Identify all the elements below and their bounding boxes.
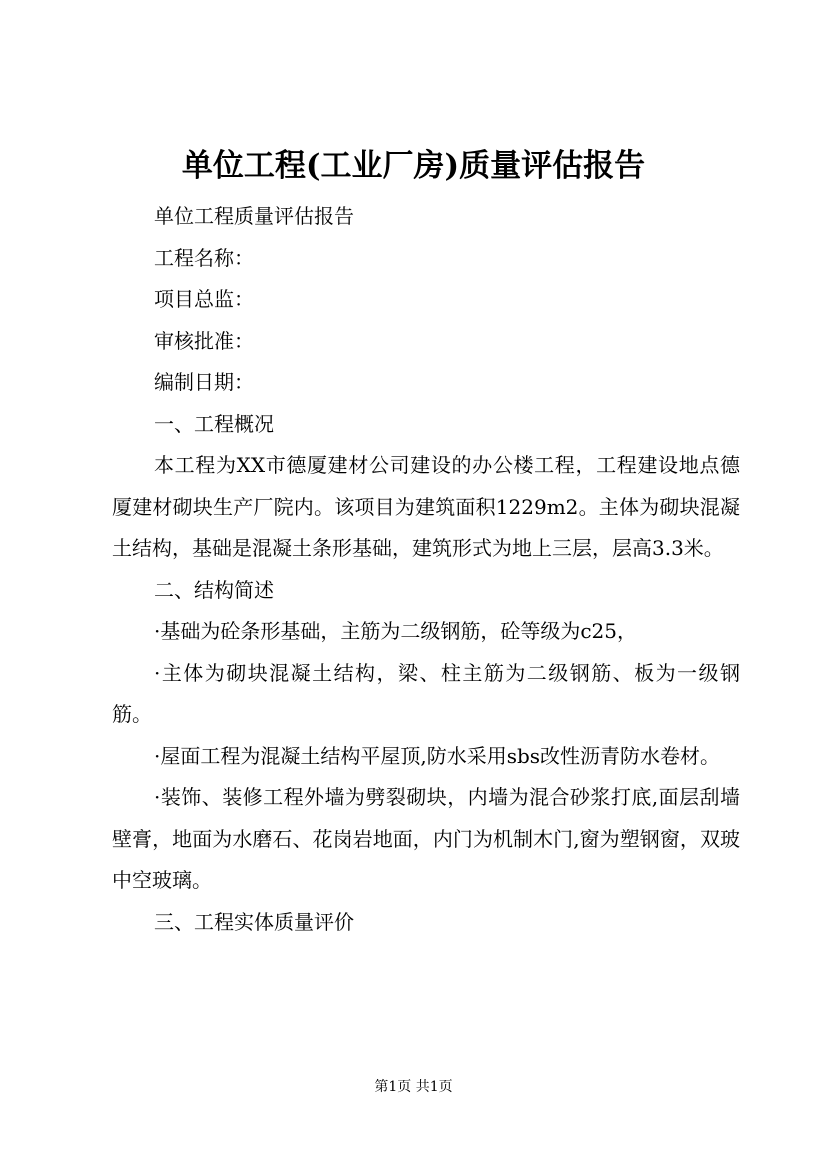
structure-item-roof: ·屋面工程为混凝土结构平屋顶,防水采用sbs改性沥青防水卷材。 xyxy=(154,743,721,768)
document-body xyxy=(112,196,740,943)
section-heading-structure: 二、结构简述 xyxy=(154,577,274,602)
field-project-director: 项目总监： xyxy=(154,287,254,311)
section-heading-quality: 三、工程实体质量评价 xyxy=(154,909,354,934)
field-approval: 审核批准： xyxy=(154,328,254,353)
structure-item-foundation: ·基础为砼条形基础，主筋为二级钢筋，砼等级为c25， xyxy=(154,619,638,643)
section-heading-overview: 一、工程概况 xyxy=(154,411,274,436)
document-title: 单位工程(工业厂房)质量评估报告 xyxy=(181,148,646,184)
structure-item-main: ·主体为砌块混凝土结构，梁、柱主筋为二级钢筋、板为一级钢筋。 xyxy=(112,660,740,726)
field-compile-date: 编制日期： xyxy=(154,370,254,394)
page-footer: 第1页 共1页 xyxy=(374,1079,453,1095)
field-project-name: 工程名称： xyxy=(154,245,254,270)
subtitle-paragraph: 单位工程质量评估报告 xyxy=(154,204,354,228)
overview-paragraph: 本工程为XX市德厦建材公司建设的办公楼工程，工程建设地点德厦建材砌块生产厂院内。该项目为建筑面积1229m2。主体为砌块混凝土结构，基础是混凝土条形基础，建筑形式为地上三层，层高3.3米。 xyxy=(112,453,740,560)
structure-item-decoration: ·装饰、装修工程外墙为劈裂砌块，内墙为混合砂浆打底,面层刮墙壁膏，地面为水磨石、花岗岩地面，内门为机制木门,窗为塑钢窗，双玻中空玻璃。 xyxy=(112,785,740,892)
